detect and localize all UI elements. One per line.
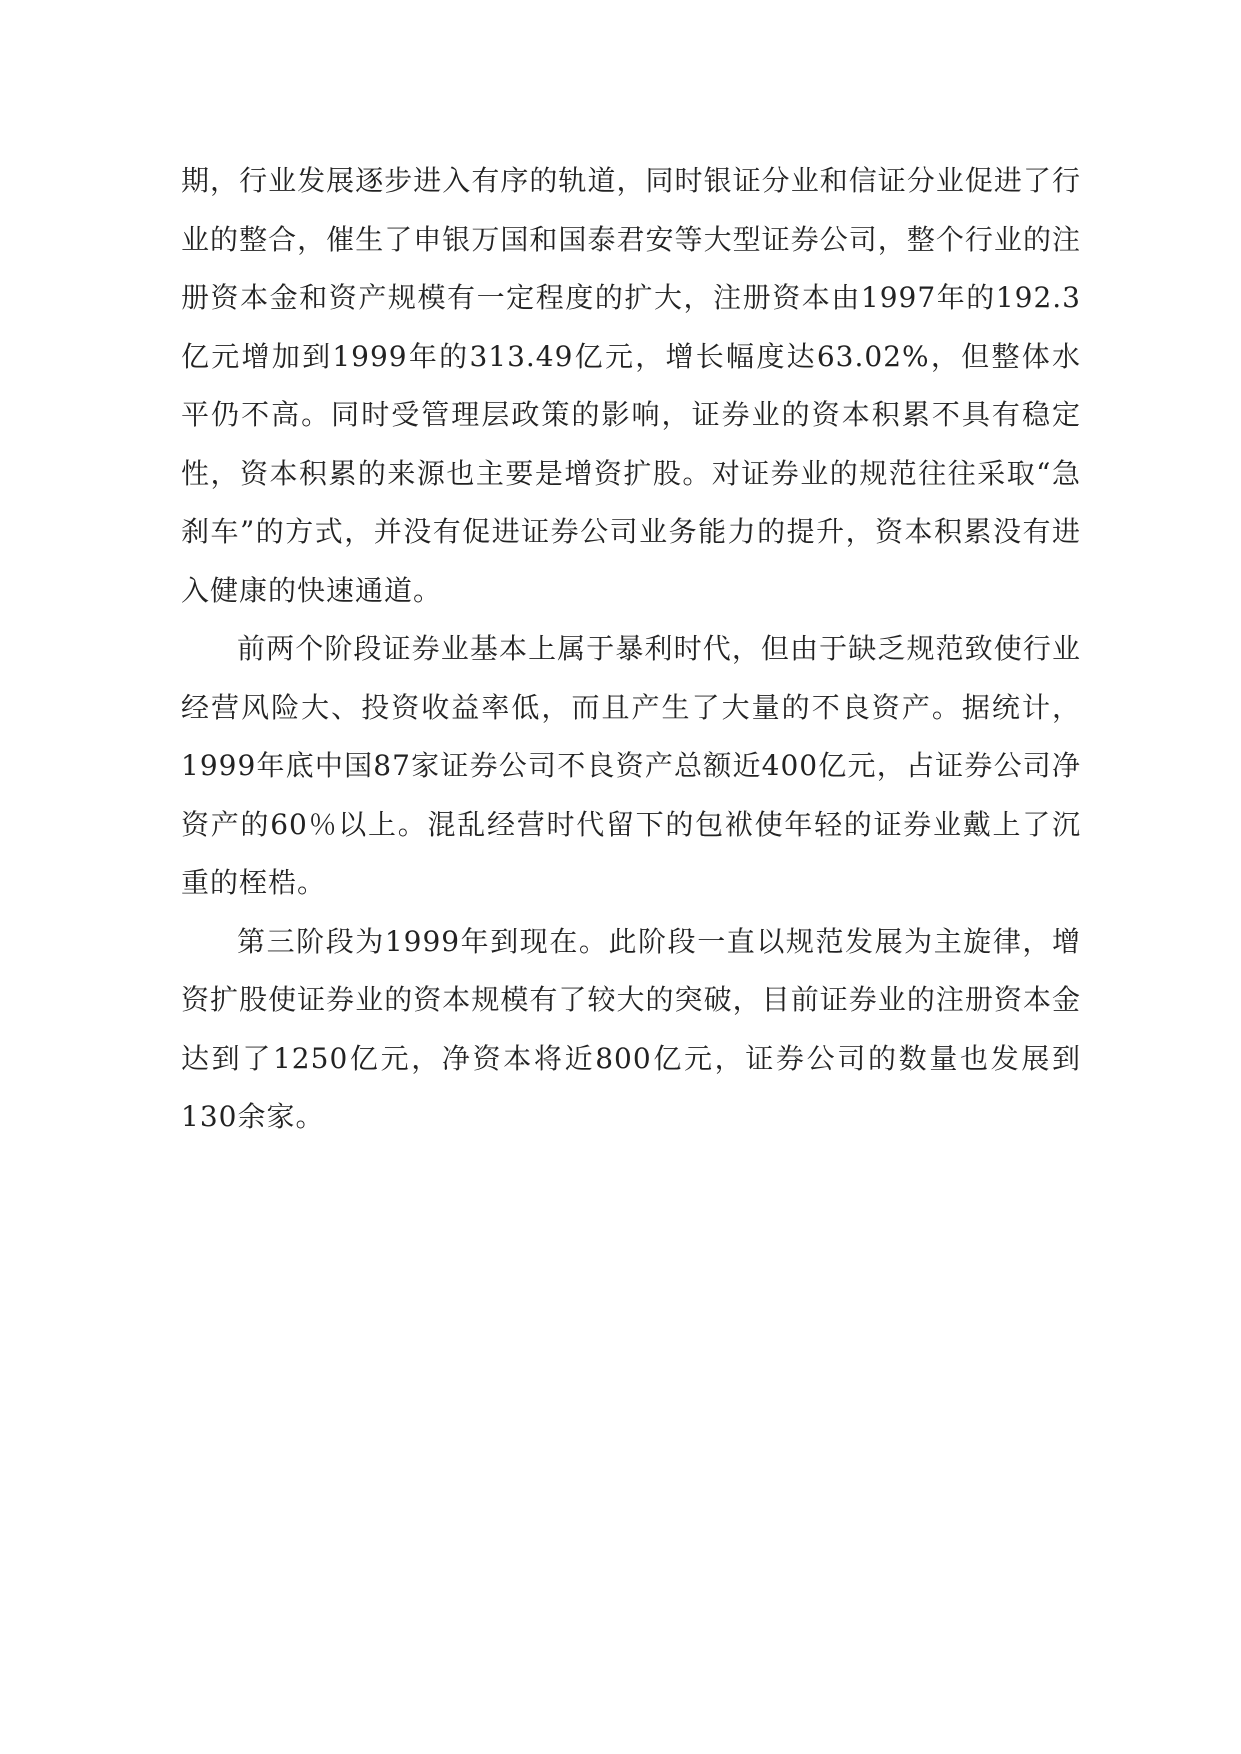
paragraph-1: 期，行业发展逐步进入有序的轨道，同时银证分业和信证分业促进了行业的整合，催生了申银万国和国泰君安等大型证券公司，整个行业的注册资本金和资产规模有一定程度的扩大，注册资本由1997年的192.3亿元增加到1999年的313.49亿元，增长幅度达63.02%，但整体水平仍不高。同时受管理层政策的影响，证券业的资本积累不具有稳定性，资本积累的来源也主要是增资扩股。对证券业的规范往往采取“急刹车”的方式，并没有促进证券公司业务能力的提升，资本积累没有进入健康的快速通道。: [181, 164, 1081, 607]
paragraph-3: 第三阶段为1999年到现在。此阶段一直以规范发展为主旋律，增资扩股使证券业的资本规模有了较大的突破，目前证券业的注册资本金达到了1250亿元，净资本将近800亿元，证券公司的数量也发展到130余家。: [181, 924, 1081, 1133]
body-text: [181, 152, 1081, 1147]
paragraph-2: 前两个阶段证券业基本上属于暴利时代，但由于缺乏规范致使行业经营风险大、投资收益率低，而且产生了大量的不良资产。据统计，1999年底中国87家证券公司不良资产总额近400亿元，占证券公司净资产的60％以上。混乱经营时代留下的包袱使年轻的证券业戴上了沉重的桎梏。: [181, 632, 1081, 899]
